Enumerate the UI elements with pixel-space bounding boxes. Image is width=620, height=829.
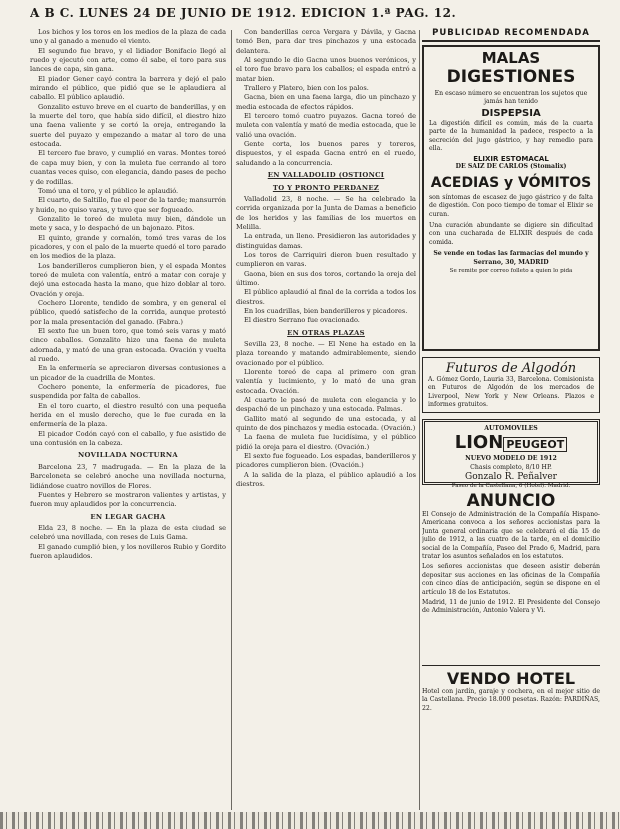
paragraph: Al cuarto le pasó de muleta con elegancia y lo despachó de un pinchazo y una estocada. Palmas.	[236, 396, 416, 414]
paragraph: El quinto, grande y cornalón, tomó tres varas de los picadores, y con el palo de la muerte quedó el toro parado en los medios de la plaza.	[30, 233, 226, 261]
ad4-signature: Madrid, 11 de junio de 1912. El Presidente del Consejo de Administración, Antonio Valera y Vi.	[422, 599, 600, 615]
paragraph: Tomó una el toro, y el público le aplaudió.	[38, 186, 179, 195]
ads-section-title: PUBLICIDAD RECOMENDADA	[422, 28, 600, 42]
paragraph: Gente corta, los buenos pares y toreros, dispuestos, y el espada Gacna entró en el ruedo, saludando a la concurrencia.	[236, 140, 416, 167]
paragraph: En la enfermería se apreciaron diversas contusiones a un picador de la cuadrilla de Montes.	[30, 364, 226, 382]
paragraph: El sexto fue fogueado. Los espadas, banderilleros y picadores cumplieron bien. (Ovación.)	[236, 452, 416, 470]
paragraph: Cochero ponente, la enfermería de picadores, fue suspendida por falta de caballos.	[30, 383, 226, 401]
section-heading-gacha: EN LEGAR GACHA	[90, 512, 166, 521]
advertising-column	[422, 28, 600, 818]
ad4-body2: Los señores accionistas que deseen asistir deberán depositar sus acciones en las oficinas de la Compañía con cinco días de anticipación, según se dispone en el artículo 18 de los Estatutos.	[422, 563, 600, 596]
paragraph: La faena de muleta fue lucidísima, y el público pidió la oreja para el diestro. (Ovación.)	[236, 433, 416, 451]
paragraph: Gacna, bien en una faena larga, dio un pinchazo y media estocada de efectos rápidos.	[236, 93, 416, 111]
paragraph: Los banderilleros cumplieron bien, y el espada Montes toreó de muleta con valentía, entró a matar con coraje y dejó una estocada hasta la mano, que hizo doblar al toro. Ovación y oreja.	[30, 261, 226, 298]
ad3-top: AUTOMOVILES	[484, 425, 538, 432]
paragraph: El diestro Serrano fue ovacionado.	[244, 316, 360, 325]
column-divider	[419, 30, 420, 810]
ad1-title-line2: DIGESTIONES	[446, 67, 576, 87]
paragraph: Los toros de Carriquiri dieron buen resultado y cumplieron en varas.	[236, 250, 416, 269]
column-divider	[231, 30, 232, 810]
paragraph: Al segundo le dio Gacna unos buenos verónicos, y el toro fue bravo para los caballos; el espada entró a matar bien.	[236, 56, 416, 83]
ad1-note: Una curación abundante se digiere sin dificultad con una cucharada de ELIXIR después de cada comida.	[429, 222, 593, 246]
ad2-body: A. Gómez Gordo, Lauria 33, Barcelona. Comisionista en Futuros de Algodón de los mercados de Liverpool, New York y New Orleans. Plazos e informes gratuitos.	[428, 376, 594, 409]
paragraph: Gonzalito estuvo breve en el cuarto de banderillas, y en la muerte del toro, que había sido difícil, el diestro hizo una faena valiente y se cortó la oreja, entregando la suerte del puyazo y empezando a matar al toro de una estocada.	[30, 102, 226, 149]
ad-vendo-hotel	[422, 665, 600, 729]
ad1-body: La digestión difícil es común, más de la cuarta parte de la humanidad la padece, respecto a la secreción del jugo gástrico, y hay remedio para ella.	[429, 119, 593, 153]
paragraph: El cuarto, de Saltillo, fue el peor de la tarde; mansurrón y huido, no quiso varas, y tuvo que ser fogueado.	[30, 196, 226, 214]
ad3-brand	[430, 433, 592, 455]
scan-edge-strip	[0, 812, 620, 829]
ad-digestiones	[422, 45, 600, 351]
ad1-address: Se vende en todas las farmacias del mundo y Serrano, 30, MADRID	[433, 250, 589, 266]
paragraph: Sevilla 23, 8 noche. — El Nene ha estado en la plaza toreando y matando admirablemente, siendo ovacionado por el público.	[236, 340, 416, 367]
paragraph: En los cuadrillas, bien banderilleros y picadores.	[244, 306, 408, 315]
ad2-title: Futuros de Algodón	[445, 361, 577, 376]
paragraph: Cochero Llorente, tendido de sombra, y en general el público, quedó satisfecho de la corrida, aunque protestó por la mala presentación del ganado. (Fabra.)	[30, 298, 226, 326]
paragraph: Gonzalito le toreó de muleta muy bien, dándole un mete y saca, y lo despachó de un bajonazo. Pitos.	[30, 214, 226, 233]
paragraph: En el toro cuarto, el diestro resultó con una pequeña herida en el muslo derecho, que le fue curada en la enfermería de la plaza.	[30, 401, 226, 429]
ad1-body2: son síntomas de escasez de jugo gástrico y de falta de digestión. Con poco tiempo de tomar el Elixir se curan.	[429, 193, 593, 218]
paragraph: La entrada, un lleno. Presidieron las autoridades y distinguidas damas.	[236, 232, 416, 250]
paragraph: Barcelona 23, 7 madrugada. — En la plaza de la Barceloneta se celebró anoche una novillada nocturna, lidiándose cuatro novillos de Flores.	[30, 462, 226, 490]
column-2	[236, 28, 416, 820]
ad3-model: NUEVO MODELO DE 1912	[465, 455, 557, 463]
paragraph: El piador Gener cayó contra la barrera y dejó el palo mirando el público, que pidió que se le aplaudiera al caballo. El público aplaudió.	[30, 74, 226, 102]
paragraph: El picador Codón cayó con el caballo, y fue asistido de una contusión en la cabeza.	[30, 429, 226, 448]
section-heading-otras-plazas: EN OTRAS PLAZAS	[287, 328, 365, 337]
ad4-title: ANUNCIO	[466, 491, 556, 511]
paragraph: Trallero y Platero, bien con los palos.	[244, 84, 369, 93]
paragraph: El tercero fue bravo, y cumplió en varas. Montes toreó de capa muy bien, y con la muleta fue cerrando al toro cuantas veces quiso, con elegancia, dando pases de pecho y de rodillas.	[30, 149, 226, 186]
ad3-brand-left: LION	[454, 432, 504, 454]
ad3-specs: Chasis completo, 8/10 HP.	[470, 463, 552, 471]
paragraph: Los bichos y los toros en los medios de la plaza de cada uno y al ganado a menudo el viento.	[30, 28, 226, 46]
paragraph: A la salida de la plaza, el público aplaudió a los diestros.	[236, 470, 416, 489]
page-header: A B C. LUNES 24 DE JUNIO DE 1912. EDICION 1.ª PAG. 12.	[30, 6, 457, 20]
paragraph: El tercero tomó cuatro puyazos. Gacna toreó de muleta con valentía y mató de media estocada, que le valió una ovación.	[236, 112, 416, 139]
ad5-title: VENDO HOTEL	[446, 669, 576, 688]
section-heading-valladolid: EN VALLADOLID (OSTIONCI	[267, 171, 385, 180]
ad1-intro: En escaso número se encuentran los sujetos que jamás han tenido	[434, 90, 588, 106]
paragraph: Elda 23, 8 noche. — En la plaza de esta ciudad se celebró una novillada, con reses de Luis Gama.	[30, 523, 226, 542]
ad1-product: ELIXIR ESTOMACAL	[473, 155, 549, 164]
paragraph: El público aplaudió al final de la corrida a todos los diestros.	[236, 288, 416, 306]
paragraph: Llorente toreó de capa al primero con gran valentía y lucimiento, y lo mató de una gran estocada. Ovación.	[236, 368, 416, 395]
section-heading-novillada: NOVILLADA NOCTURNA	[78, 451, 178, 460]
ad-anuncio	[422, 491, 600, 659]
ad1-title-line1: MALAS	[481, 49, 541, 67]
ad1-footer: Se remite por correo folleto a quien lo pida	[449, 268, 573, 275]
paragraph: Gaona, bien en sus dos toros, cortando la oreja del último.	[236, 269, 416, 287]
paragraph: Con banderillas cerca Vergara y Dávila, y Gacna tomó Ben, para dar tres pinchazos y una estocada delantera.	[236, 28, 416, 55]
ad5-body: Hotel con jardín, garaje y cochera, en el mejor sitio de la Castellana. Precio 18.000 pesetas. Razón: PARDIÑAS, 22.	[422, 688, 600, 712]
ad-futuros-algodon	[422, 357, 600, 413]
ad3-agent: Gonzalo R. Peñalver	[465, 472, 557, 483]
paragraph: Gallito mató al segundo de una estocada, y al quinto de dos pinchazos y media estocada. (Ovación.)	[236, 414, 416, 433]
paragraph: Valladolid 23, 8 noche. — Se ha celebrado la corrida organizada por la Junta de Damas a beneficio de los heridos y las familias de los muertos en Melilla.	[236, 194, 416, 231]
paragraph: El sexto fue un buen toro, que tomó seis varas y mató cinco caballos. Gonzalito hizo una faena de muleta adornada, y mató de una gran estocada. Ovación y vuelta al ruedo.	[30, 327, 226, 364]
ad-automoviles	[422, 419, 600, 490]
ad1-acid-headline: ACEDIAS y VÓMITOS	[430, 174, 592, 191]
ad3-address: Paseo de la Castellana, 6 (Hotel). Madrid.	[451, 483, 571, 490]
paragraph: El ganado cumplió bien, y los novilleros Rubio y Gordito fueron aplaudidos.	[30, 542, 226, 560]
section-subheading-valladolid: TO Y PRONTO PERDANEZ	[272, 183, 380, 192]
ad3-brand-right: PEUGEOT	[503, 437, 567, 452]
paragraph: El segundo fue bravo, y el lidiador Bonifacio llegó al ruedo y ejecutó con arte, como él sabe, el toro para sus lances de capa, sin gana.	[30, 46, 226, 74]
paragraph: Fuentes y Hebrero se mostraron valientes y artistas, y fueron muy aplaudidos por la concurrencia.	[30, 490, 226, 509]
ad1-maker: DE SAIZ DE CARLOS (Stomalix)	[455, 163, 567, 171]
ad4-body: El Consejo de Administración de la Compañía Hispano-Americana convoca a los señores accionistas para la Junta general ordinaria que se celebrará el día 15 de julio de 1912, a las cuatro de la tarde, en el domicilio social de la Compañía, Paseo del Prado 6, Madrid, para tratar los asuntos señalados en los estatutos.	[422, 511, 600, 561]
ad1-keyword: DISPEPSIA	[481, 107, 541, 119]
column-1	[30, 28, 226, 820]
